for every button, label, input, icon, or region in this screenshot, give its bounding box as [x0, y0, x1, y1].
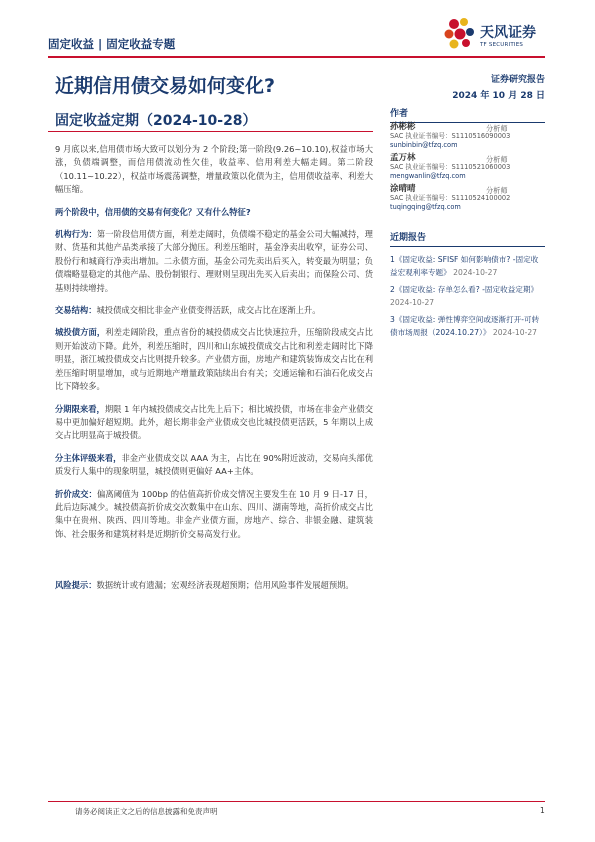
- authors-list: [390, 123, 545, 223]
- author-name: 孙彬彬: [390, 122, 416, 132]
- author-name: 涂晴晴: [390, 184, 416, 194]
- report-type: 证券研究报告: [490, 75, 545, 85]
- author-cert: SAC 执业证书编号：S1110521060003: [390, 163, 511, 171]
- paragraph-risk: 风险提示：数据统计或有遗漏；宏观经济表现超预期；信用风险事件发展超预期。: [55, 580, 354, 590]
- recent-report-item[interactable]: 1《固定收益: SFISF 如何影响债市? -固定收益宏观利率专题》 2024-10-27: [390, 255, 539, 277]
- author-cert: SAC 执业证书编号：S1110524100002: [390, 194, 511, 202]
- author-cert: SAC 执业证书编号：S1110516090003: [390, 132, 511, 140]
- recent-report-item[interactable]: 2《固定收益: 存单怎么看? -固定收益定期》 2024-10-27: [390, 285, 539, 307]
- authors-section: [390, 106, 545, 123]
- paragraph-question: 两个阶段中，信用债的交易有何变化？又有什么特征?: [55, 206, 251, 217]
- recent-report-item[interactable]: 3《固定收益: 弹性博弈空间或逐渐打开-可转债市场周报（2024.10.27）》 2024-10-27: [390, 315, 540, 337]
- paragraph-intro: 9 月底以来,信用债市场大致可以划分为 2 个阶段;第一阶段(9.26~10.10),权益市场大涨，负债端调整，而信用债流动性欠佳，收益率、信用利差大幅走阔。第二阶段（10.11~10.22），权益市场震荡调整，增量政策以化债为主，信用债收益率、利差大幅压缩。: [55, 144, 373, 195]
- subtitle-divider: [48, 131, 373, 132]
- paragraph-structure: 交易结构：城投债成交相比非金产业债变得活跃，成交占比在逐渐上升。: [55, 305, 321, 316]
- header-divider: [48, 56, 545, 58]
- logo-name: 天风证券: [480, 25, 536, 41]
- main-content: [55, 143, 373, 550]
- author-name: 孟万林: [390, 153, 416, 163]
- report-date: 2024 年 10 月 28 日: [452, 91, 545, 101]
- author-email[interactable]: sunbinbin@tfzq.com: [390, 141, 458, 149]
- author-email[interactable]: mengwanlin@tfzq.com: [390, 172, 466, 180]
- report-subtitle: 固定收益定期（2024-10-28）: [55, 113, 257, 129]
- author-card: [390, 123, 545, 150]
- paragraph-rating: 分主体评级来看，非金产业债成交以 AAA 为主，占比在 90%附近波动，交易向头部优质发行人集中的现象明显，城投债则更偏好 AA+主体。: [55, 452, 373, 477]
- author-email[interactable]: tuqingqing@tfzq.com: [390, 203, 461, 211]
- paragraph-chengtou: 城投债方面，利差走阔阶段，重点省份的城投债成交占比快速拉升，压缩阶段成交占比则开始波动下降。此外，利差压缩时，四川和山东城投债成交占比和利差走阔时比下降明显，浙江城投债成交占比则提升较多。产业债方面，房地产和建筑装饰成交占比在利差压缩时明显增加，或与近期地产增量政策陆续出台有关；交通运输和石油石化成交占比下降较多。: [55, 327, 373, 392]
- author-role: 分析师: [486, 124, 508, 133]
- page-title: 近期信用债交易如何变化?: [55, 75, 276, 97]
- logo-subtitle: TF SECURITIES: [480, 42, 524, 48]
- page-number: 1: [540, 806, 545, 815]
- paragraph-discount: 折价成交：偏离阈值为 100bp 的估值高折价成交情况主要发生在 10 月 9 日-17 日，此后边际减少。城投债高折价成交次数集中在山东、四川、湖南等地，高折价成交占比集中在贵州、陕西、四川等地。非金产业债方面，房地产、综合、非银金融、建筑装饰、社会服务和建筑材料是近期折价交易高发行业。: [55, 488, 373, 539]
- paragraph-term: 分期限来看，期限 1 年内城投债成交占比先上后下；相比城投债，市场在非金产业债交易中更加偏好超短期。此外，超长期非金产业债成交也比城投债更活跃，5 年期以上成交占比明显高于城投债。: [55, 403, 373, 441]
- breadcrumb: 固定收益 | 固定收益专题: [48, 37, 176, 51]
- paragraph-institution: 机构行为：第一阶段信用债方面，利差走阔时，负债端不稳定的基金公司大幅减持，理财、货基和其他产品类承接了大部分抛压。利差压缩时，基金净卖出收窄，证券公司、股份行和城商行净卖出增加。二永债方面，基金公司先卖出后买入，转变最为明显；负债端略显稳定的其他产品、股份制银行、理财则呈现出先买入后卖出；而保险公司、货基则持续增持。: [55, 229, 373, 293]
- logo-icon: [440, 14, 480, 54]
- authors-heading: 作者: [390, 109, 409, 119]
- recent-reports-section: [390, 230, 545, 339]
- company-logo: [440, 14, 550, 54]
- author-card: [390, 185, 545, 212]
- author-role: 分析师: [486, 155, 508, 164]
- footer-divider: [48, 801, 545, 802]
- recent-reports-divider: [390, 246, 545, 247]
- author-card: [390, 154, 545, 181]
- author-role: 分析师: [486, 186, 508, 195]
- footer-disclaimer: 请务必阅读正文之后的信息披露和免责声明: [75, 807, 218, 816]
- risk-section: [55, 579, 373, 601]
- recent-reports-heading: 近期报告: [390, 233, 427, 243]
